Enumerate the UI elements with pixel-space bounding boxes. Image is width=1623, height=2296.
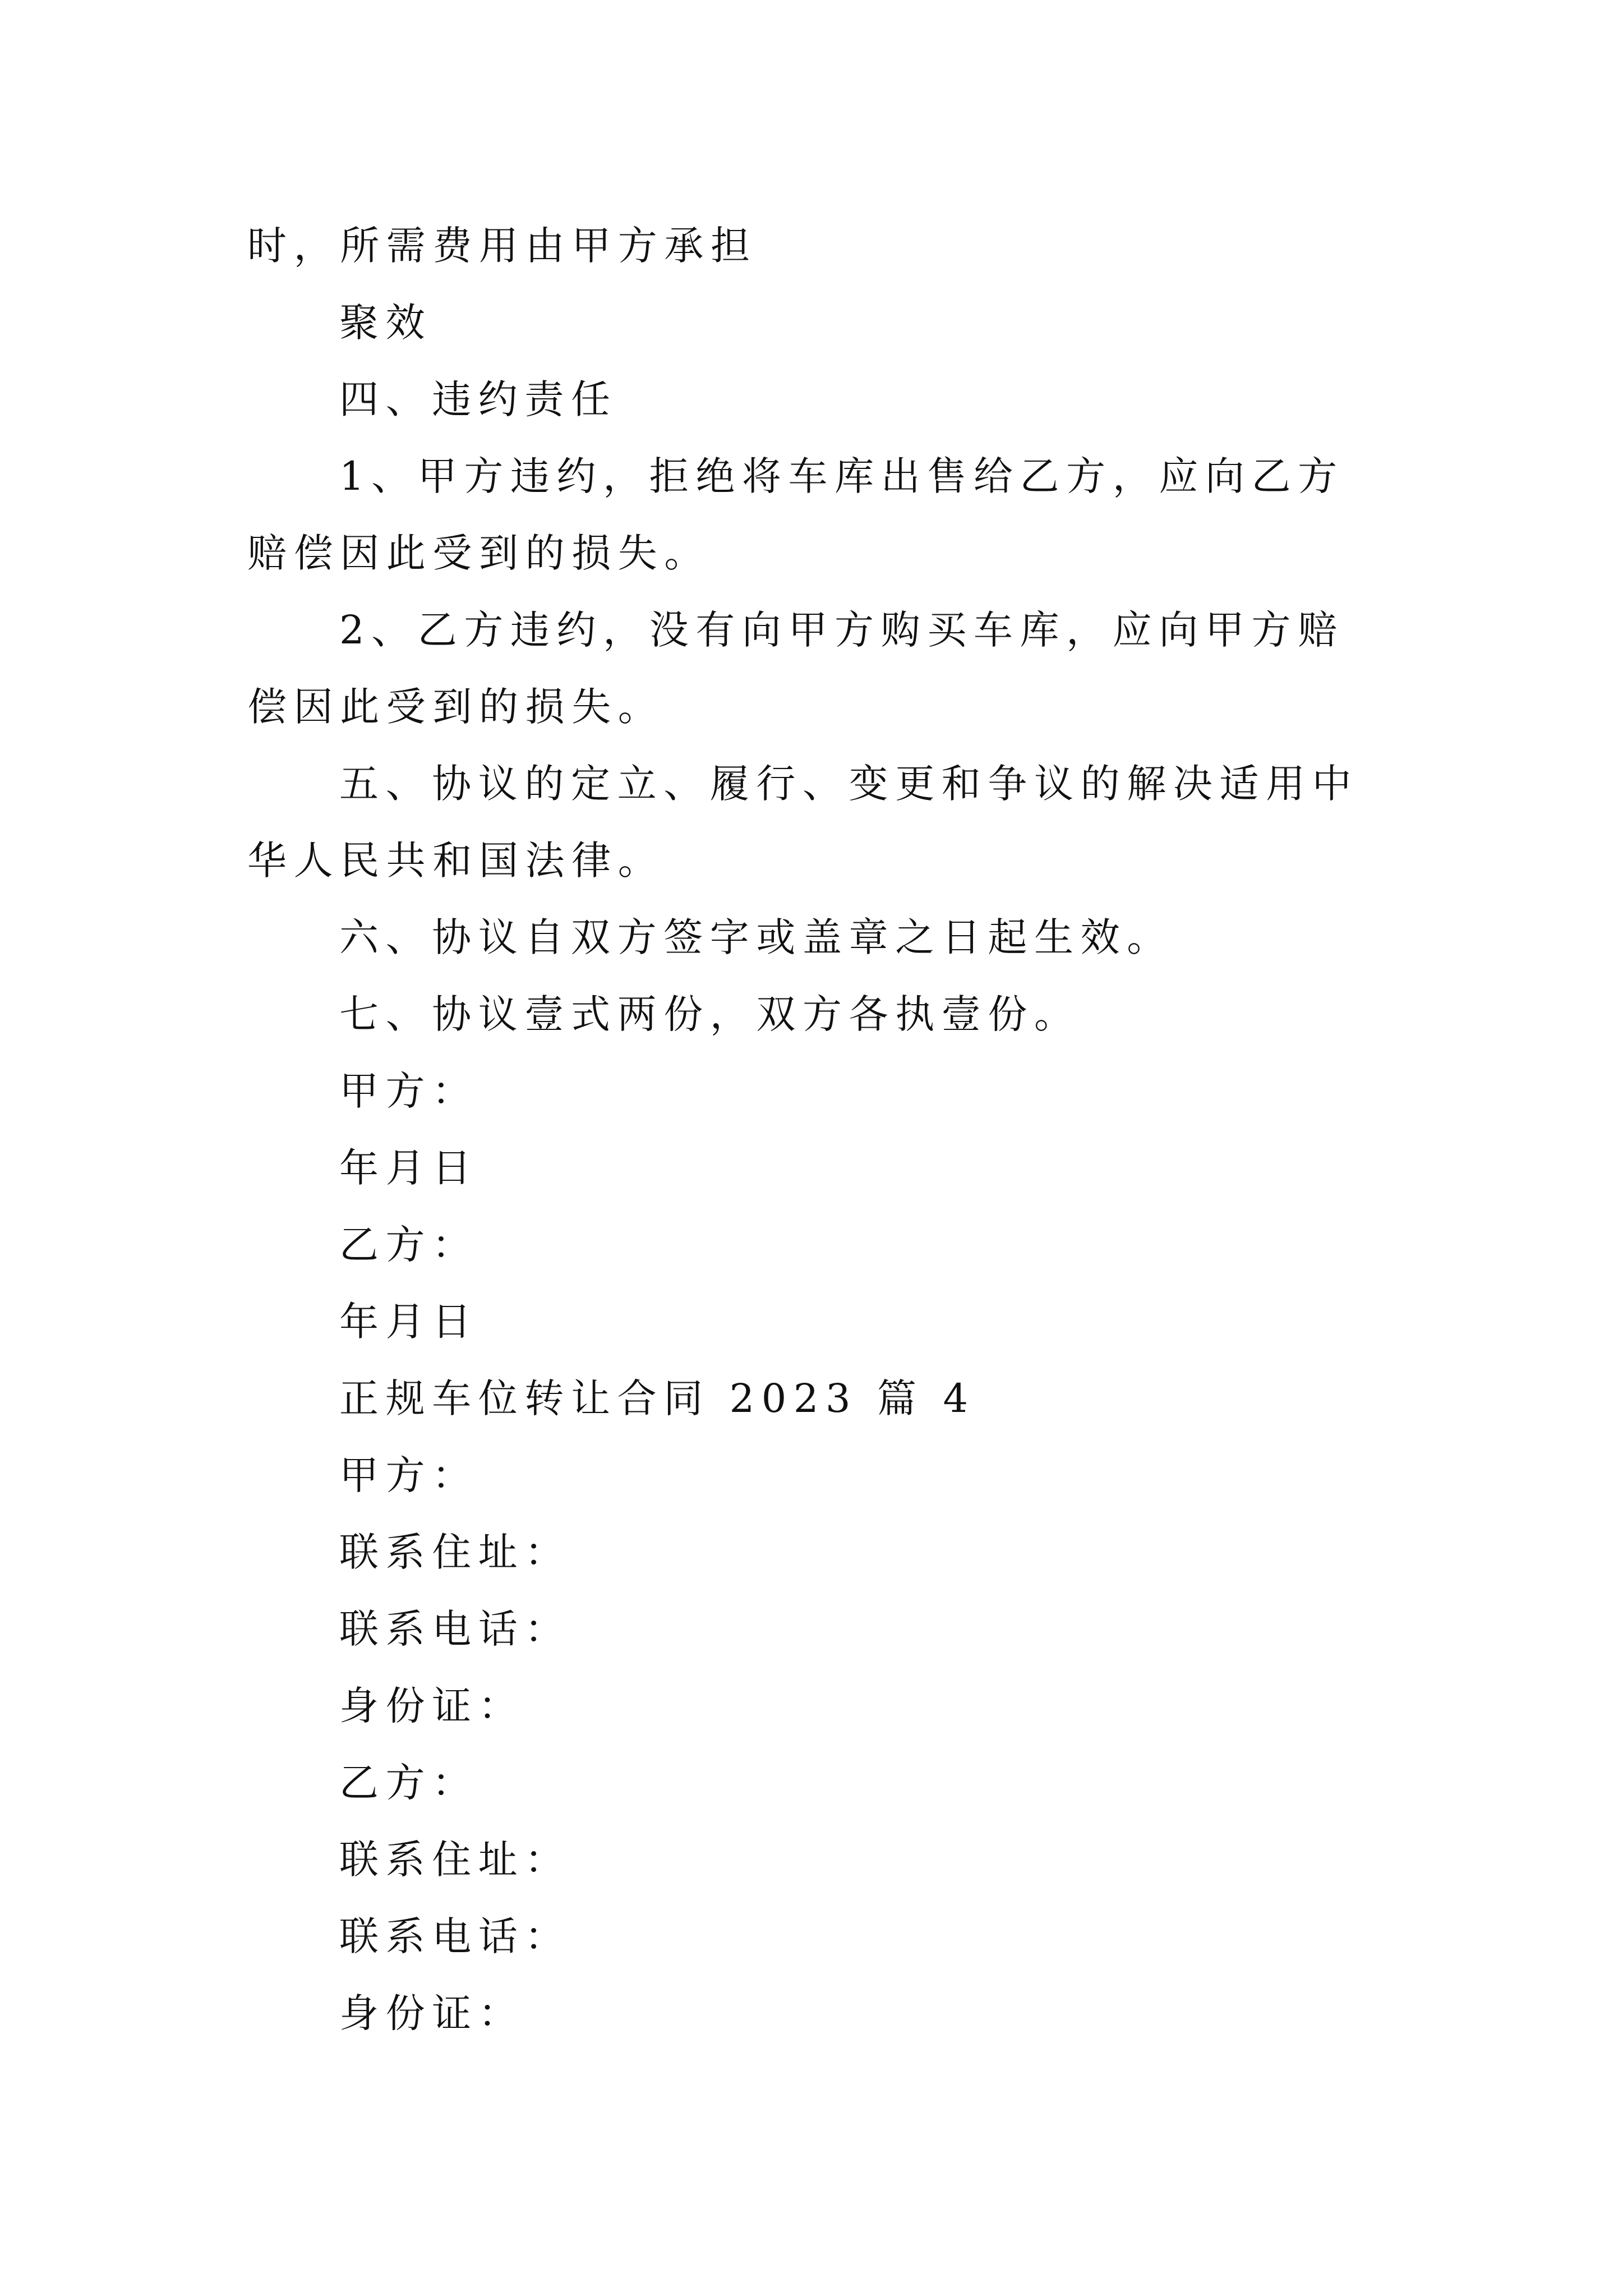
section-heading-breach-liability: 四、违约责任 bbox=[339, 376, 617, 422]
clause-party-a-breach: 1、甲方违约，拒绝将车库出售给乙方，应向乙方赔偿因此受到的损失。 bbox=[247, 453, 1344, 576]
clause-governing-law: 五、协议的定立、履行、变更和争议的解决适用中华人民共和国法律。 bbox=[247, 761, 1359, 884]
clause-copies: 七、协议壹式两份，双方各执壹份。 bbox=[339, 991, 1081, 1037]
party-a-id-label: 身份证： bbox=[339, 1683, 525, 1729]
party-a-phone-label: 联系电话： bbox=[339, 1606, 571, 1652]
party-b-phone-label: 联系电话： bbox=[339, 1913, 571, 1959]
party-b-address-label: 联系住址： bbox=[339, 1837, 571, 1883]
paragraph-continuation: 时，所需费用由甲方承担 bbox=[247, 223, 757, 269]
party-a-address-label: 联系住址： bbox=[339, 1529, 571, 1575]
signature-party-a-label: 甲方： bbox=[339, 1068, 478, 1114]
party-b-label: 乙方： bbox=[339, 1760, 478, 1806]
clause-effective-date: 六、协议自双方签字或盖章之日起生效。 bbox=[339, 914, 1173, 960]
party-b-id-label: 身份证： bbox=[339, 1990, 525, 2036]
clause-party-b-breach: 2、乙方违约，没有向甲方购买车库，应向甲方赔偿因此受到的损失。 bbox=[247, 607, 1344, 730]
signature-party-b-label: 乙方： bbox=[339, 1222, 478, 1268]
signature-party-a-date: 年月日 bbox=[339, 1145, 478, 1191]
signature-party-b-date: 年月日 bbox=[339, 1299, 478, 1345]
document-body bbox=[247, 208, 1388, 2052]
contract-title: 正规车位转让合同 2023 篇 4 bbox=[339, 1375, 975, 1421]
paragraph-fragment: 聚效 bbox=[339, 300, 432, 346]
party-a-label: 甲方： bbox=[339, 1452, 478, 1498]
